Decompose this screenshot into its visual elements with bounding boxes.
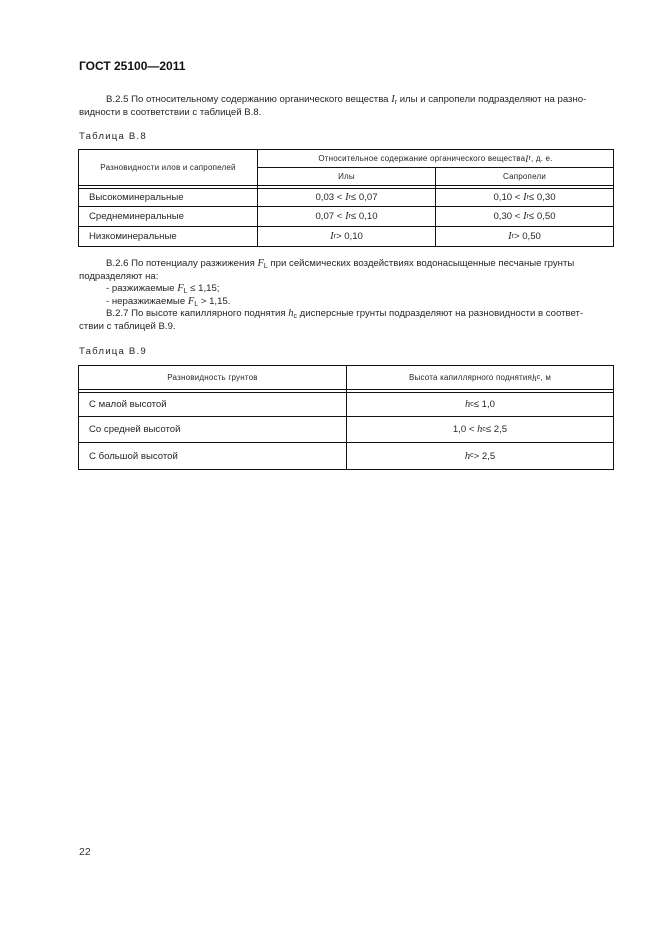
table-b8-row-name: Высокоминеральные xyxy=(89,192,184,203)
text: > 0,50 xyxy=(513,231,541,242)
variable: I xyxy=(345,211,349,222)
variable: I xyxy=(391,94,395,105)
paragraph-b26 xyxy=(79,258,614,334)
variable: I xyxy=(525,153,529,164)
text: Относительное содержание органического вещества xyxy=(318,154,526,163)
text: ≤ 0,30 xyxy=(528,192,556,203)
text: ≤ 1,15; xyxy=(187,283,220,295)
document-header-title: ГОСТ 25100—2011 xyxy=(79,59,186,73)
text: при сейсмических воздействиях водонасыщенные песчаные грунты xyxy=(267,258,575,269)
text: 0,03 < xyxy=(315,192,343,203)
table-b9-row-value: 1,0 < h c ≤ 2,5 xyxy=(452,424,508,435)
text: подразделяют на: xyxy=(79,270,159,282)
variable: I xyxy=(523,192,527,203)
variable: I xyxy=(508,231,512,242)
text: > 2,5 xyxy=(473,450,496,462)
subscript: L xyxy=(194,300,199,308)
table-b9-row-value: h c > 2,5 xyxy=(464,450,496,462)
text: ≤ 0,10 xyxy=(350,211,378,222)
text: , д. е. xyxy=(531,154,553,163)
text: > 0,10 xyxy=(335,231,363,242)
text: илы и сапропели подразделяют на разно- xyxy=(397,94,587,105)
table-b8-header-organic-content: Относительное содержание органического вещества I r , д. е. xyxy=(318,153,553,164)
page-number: 22 xyxy=(79,846,91,858)
text: ≤ 0,07 xyxy=(350,192,378,203)
table-b9-header-height: Высота капиллярного поднятия h c , м xyxy=(408,372,552,383)
table-b9-row-name: Со средней высотой xyxy=(89,424,181,435)
subscript: L xyxy=(263,263,268,270)
table-b8-row-sapropeli: 0,10 < I r ≤ 0,30 xyxy=(493,192,556,203)
paragraph-b25 xyxy=(79,94,614,119)
variable: I xyxy=(345,192,349,203)
variable: h xyxy=(464,399,471,410)
text: 0,10 < xyxy=(493,192,521,203)
text: 0,07 < xyxy=(315,211,343,222)
text: > 1,15. xyxy=(198,295,231,307)
variable: h xyxy=(477,424,483,435)
text: ≤ 1,0 xyxy=(473,399,496,410)
table-b8-row-name: Среднеминеральные xyxy=(89,211,185,222)
text: 1,0 < xyxy=(452,424,475,435)
variable: F xyxy=(187,295,195,307)
table-b8-header-ily: Илы xyxy=(338,172,355,181)
text: - неразжижаемые xyxy=(106,295,188,307)
paragraph-b27 xyxy=(79,308,614,321)
text: 0,30 < xyxy=(493,211,521,222)
table-b8-row-name: Низкоминеральные xyxy=(89,231,177,242)
text: Высота капиллярного поднятия xyxy=(408,373,533,382)
table-b9-row-name: С большой высотой xyxy=(89,450,178,462)
table-b8-header-sapropeli: Сапропели xyxy=(503,172,546,181)
subscript: c xyxy=(293,313,297,321)
table-b8-caption: Таблица В.8 xyxy=(79,131,147,142)
table-b8-row-ily: 0,03 < I r ≤ 0,07 xyxy=(315,192,378,203)
variable: h xyxy=(288,308,294,320)
variable: F xyxy=(177,283,184,295)
list-item xyxy=(79,283,614,296)
subscript: L xyxy=(183,288,188,296)
table-b8-row-sapropeli: I r > 0,50 xyxy=(508,231,541,242)
text: ствии с таблицей В.9. xyxy=(79,320,176,332)
text: В.2.5 По относительному содержанию органического вещества xyxy=(106,94,392,105)
text: - разжижаемые xyxy=(106,283,178,295)
text: В.2.6 По потенциалу разжижения xyxy=(106,258,258,269)
text: , м xyxy=(540,373,552,382)
table-b9-header-variety: Разновидность грунтов xyxy=(167,373,258,382)
variable: I xyxy=(523,211,527,222)
table-b8-header-variety: Разновидности илов и сапропелей xyxy=(100,163,236,172)
table-b9-row-value: h c ≤ 1,0 xyxy=(464,399,496,410)
table-b8-row-ily: I r > 0,10 xyxy=(330,231,363,242)
text: видности в соответствии с таблицей В.8. xyxy=(79,106,262,118)
text: дисперсные грунты подразделяют на разновидности в соответ- xyxy=(297,308,584,320)
text: ≤ 0,50 xyxy=(528,211,556,222)
variable: h xyxy=(532,372,537,383)
table-b9-row-name: С малой высотой xyxy=(89,399,167,410)
variable: I xyxy=(330,231,334,242)
subscript: r xyxy=(394,99,398,106)
list-item xyxy=(79,296,614,309)
variable: h xyxy=(464,450,471,462)
table-b8-row-ily: 0,07 < I r ≤ 0,10 xyxy=(315,211,378,222)
table-b9-caption: Таблица В.9 xyxy=(79,346,147,357)
text: В.2.7 По высоте капиллярного поднятия xyxy=(106,308,289,320)
variable: F xyxy=(257,258,264,269)
table-b8-row-sapropeli: 0,30 < I r ≤ 0,50 xyxy=(493,211,556,222)
text: ≤ 2,5 xyxy=(485,424,508,435)
